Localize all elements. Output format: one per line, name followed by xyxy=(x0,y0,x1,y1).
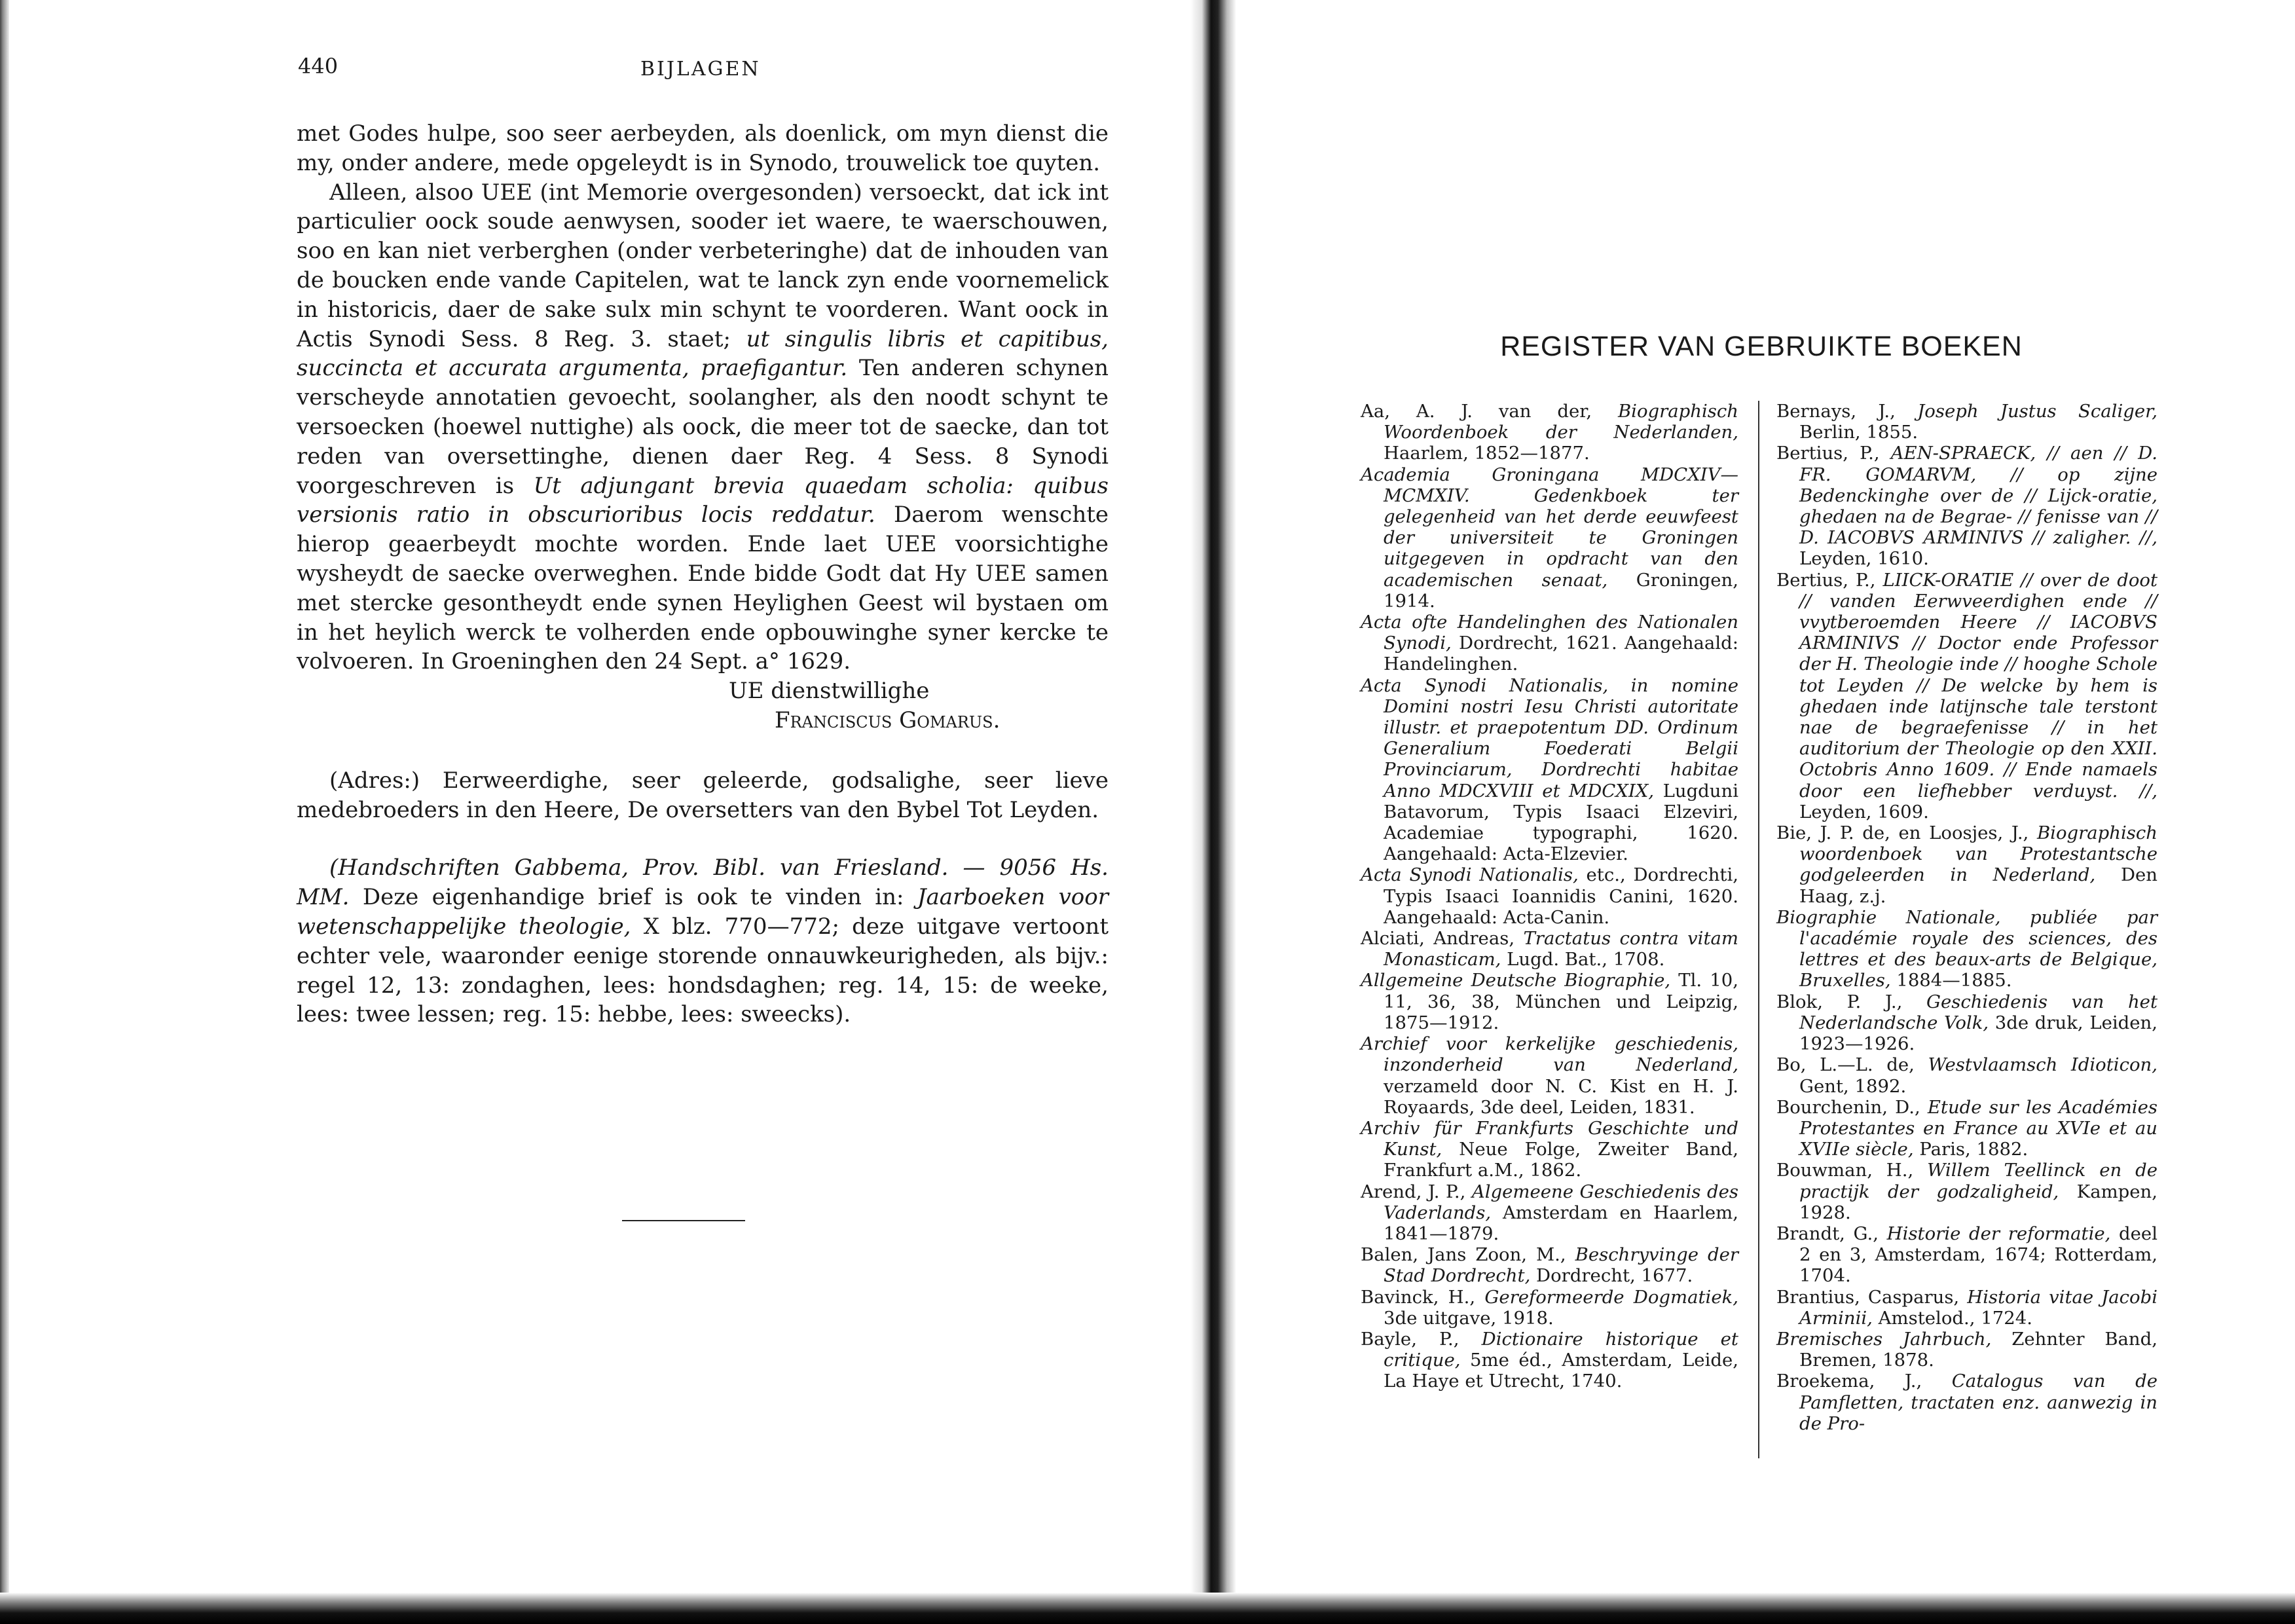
book-gutter xyxy=(1190,0,1236,1624)
entry-rest: Dordrecht, 1677. xyxy=(1530,1265,1693,1287)
entry-rest: Zehnter Band, Bremen, 1878. xyxy=(1799,1328,2157,1371)
entry-author: Bavinck, H., xyxy=(1361,1286,1485,1308)
entry-title: LIICK-ORATIE // over de doot // vanden Eerwveerdighen ende // vvytberoemden Heere // IACOBVS ARMINIVS // Doctor ende Professor der H. Theologie inde // hooghe Schole tot Leyden // De welcke by hem is ghedaen inde latijnsche tale terstont nae de begraefenisse // in het auditorium der Theologie op den XXII. Octobris Anno 1609. // Ende namaels door een liefhebber verduyst. //, xyxy=(1799,569,2158,802)
entry-title: Willem Teellinck en de practijk der godzaligheid, xyxy=(1799,1160,2157,1202)
entry-author: Bourchenin, D., xyxy=(1776,1096,1928,1118)
register-entry xyxy=(1776,1287,2157,1329)
entry-title: Biographisch woordenboek van Protestantsche godgeleerden in Nederland, xyxy=(1799,822,2157,886)
entry-rest: Groningen, 1914. xyxy=(1384,569,1738,612)
entry-author: Bernays, J., xyxy=(1776,401,1918,422)
entry-title: Archief voor kerkelijke geschiedenis, inzonderheid van Nederland, xyxy=(1361,1033,1738,1076)
entry-title: Algemeene Geschiedenis des Vaderlands, xyxy=(1384,1181,1739,1223)
entry-title: Acta ofte Handelinghen des Nationalen Synodi, xyxy=(1361,612,1738,654)
section-end-rule xyxy=(622,1220,745,1221)
register-entry xyxy=(1776,1329,2157,1371)
entry-rest: Leyden, 1610. xyxy=(1799,548,1929,570)
entry-title: Gereformeerde Dogmatiek, xyxy=(1484,1286,1738,1308)
entry-rest: Paris, 1882. xyxy=(1913,1139,2029,1160)
register-entry xyxy=(1361,1181,1738,1245)
entry-title: Tractatus contra vitam Monasticam, xyxy=(1384,928,1738,970)
address-paragraph: (Adres:) Eerweerdighe, seer geleerde, godsalighe, seer lieve medebroeders in den Heere, De oversetters van den Bybel Tot Leyden. xyxy=(297,767,1109,823)
entry-rest: deel 2 en 3, Amsterdam, 1674; Rotterdam, 1704. xyxy=(1799,1223,2158,1287)
register-entry xyxy=(1361,1033,1738,1118)
entry-title: Allgemeine Deutsche Biographie, xyxy=(1361,970,1671,991)
entry-author: Bo, L.—L. de, xyxy=(1776,1054,1928,1076)
entry-rest: Den Haag, z.j. xyxy=(1799,864,2157,907)
paragraph-2 xyxy=(297,178,1109,677)
register-entry xyxy=(1776,991,2157,1055)
entry-title: Joseph Justus Scaliger, xyxy=(1917,401,2157,422)
entry-rest: Gent, 1892. xyxy=(1799,1075,1907,1097)
register-entry xyxy=(1776,1223,2157,1287)
register-entry xyxy=(1361,401,1738,464)
source-note-journal: Jaarboeken voor wetenschappelijke theologie, xyxy=(297,884,1109,940)
entry-title: Dictionaire historique et critique, xyxy=(1384,1328,1738,1371)
entry-title: Bremisches Jahrbuch, xyxy=(1776,1328,1992,1350)
signature: Franciscus Gomarus. xyxy=(775,707,1001,733)
letter-body xyxy=(297,119,1109,1029)
entry-rest: Lugduni Batavorum, Typis Isaaci Elzeviri, Academiae typographi, 1620. Aangehaald: Acta-Elzevier. xyxy=(1384,780,1738,865)
register-entry xyxy=(1776,443,2157,569)
register-entry xyxy=(1776,822,2157,907)
entry-rest: verzameld door N. C. Kist en H. J. Royaards, 3de deel, Leiden, 1831. xyxy=(1384,1075,1738,1118)
entry-author: Bayle, P., xyxy=(1361,1328,1482,1350)
entry-author: Brandt, G., xyxy=(1776,1223,1887,1244)
entry-author: Bie, J. P. de, en Loosjes, J., xyxy=(1776,822,2037,844)
register-entry xyxy=(1776,1371,2157,1434)
entry-author: Bouwman, H., xyxy=(1776,1160,1928,1181)
entry-title: Academia Groningana MDCXIV—MCMXIV. Gedenkboek ter gelegenheid van het derde eeuwfeest der universiteit te Groningen uitgegeven in opdracht van den academischen senaat, xyxy=(1361,464,1738,591)
register-column-left xyxy=(1361,401,1738,1392)
register-entry xyxy=(1361,612,1738,675)
source-note-text-1: Deze eigenhandige brief is ook te vinden in: xyxy=(362,884,904,911)
register-entry xyxy=(1361,928,1738,970)
register-entry xyxy=(1361,1287,1738,1329)
register-entry xyxy=(1361,864,1738,928)
entry-author: Aa, A. J. van der, xyxy=(1361,401,1618,422)
register-entry xyxy=(1776,907,2157,991)
paragraph-2-part-1: Alleen, alsoo UEE (int Memorie overgesonden) versoeckt, dat ick int particulier oock soude aenwysen, sooder iet waere, te waerschouwen, soo en kan niet verberghen (onder verbeteringhe) dat de inhouden van de boucken ende vande Capitelen, wat te lanck zyn ende voornemelick in historicis, daer de sake sulx min schynt te voorderen. Want oock in Actis Synodi Sess. 8 Reg. 3. staet; xyxy=(297,179,1109,352)
entry-title: Geschiedenis van het Nederlandsche Volk, xyxy=(1799,991,2158,1033)
register-entry xyxy=(1776,1160,2157,1223)
entry-rest: 3de druk, Leiden, 1923—1926. xyxy=(1799,1012,2157,1055)
entry-rest: etc., Dordrechti, Typis Isaaci Ioannidis Canini, 1620. Aangehaald: Acta-Canin. xyxy=(1384,864,1738,928)
entry-rest: Amstelod., 1724. xyxy=(1872,1307,2032,1329)
register-entry xyxy=(1776,1097,2157,1160)
entry-rest: 3de uitgave, 1918. xyxy=(1384,1307,1554,1329)
entry-rest: Lugd. Bat., 1708. xyxy=(1501,949,1665,970)
entry-author: Bertius, P., xyxy=(1776,443,1891,464)
source-note-reference: (Handschriften Gabbema, Prov. Bibl. van Friesland. — 9056 Hs. MM. xyxy=(297,855,1109,911)
register-column-right xyxy=(1776,401,2157,1434)
source-note-text-2: X blz. 770—772; deze uitgave vertoont echter vele, waaronder eenige storende onnauwkeurigheden, als bijv.: regel 12, 13: zondaghen, lees: hondsdaghen; reg. 14, 15: de weeke, lees: twee lessen; reg. 15: hebbe, lees: sweecks). xyxy=(297,913,1109,1028)
entry-author: Blok, P. J., xyxy=(1776,991,1926,1012)
entry-title: Biographisch Woordenboek der Nederlanden, xyxy=(1384,401,1738,443)
entry-title: Acta Synodi Nationalis, in nomine Domini nostri Iesu Christi autoritate illustr. et praepotentum DD. Ordinum Generalium Foederati Belgii Provinciarum, Dordrechti habitae Anno MDCXVIII et MDCXIX, xyxy=(1361,674,1738,802)
paragraph-1: met Godes hulpe, soo seer aerbeyden, als doenlick, om myn dienst die my, onder andere, mede opgeleydt is in Synodo, trouwelick toe quyten. xyxy=(297,120,1109,176)
entry-title: Biographie Nationale, publiée par l'académie royale des sciences, des lettres et des beaux-arts de Belgique, Bruxelles, xyxy=(1776,906,2157,991)
entry-title: Beschryvinge der Stad Dordrecht, xyxy=(1384,1244,1739,1287)
entry-author: Alciati, Andreas, xyxy=(1361,928,1524,950)
latin-quote-2: Ut adjungant brevia quaedam scholia: quibus versionis ratio in obscurioribus locis reddatur. xyxy=(297,472,1109,528)
entry-title: AEN-SPRAECK, // aen // D. FR. GOMARVM, // op zijne Bedenckinghe over de // Lijck-oratie, ghedaen na de Begrae- // fenisse van // D. IACOBVS ARMINIVS // zaligher. //, xyxy=(1799,443,2157,549)
register-entry xyxy=(1361,675,1738,865)
entry-rest: Tl. 10, 11, 36, 38, München und Leipzig, 1875—1912. xyxy=(1384,970,1738,1033)
register-entry xyxy=(1361,970,1738,1033)
entry-author: Broekema, J., xyxy=(1776,1371,1952,1392)
entry-author: Brantius, Casparus, xyxy=(1776,1286,1968,1308)
entry-title: Etude sur les Académies Protestantes en France au XVIe et au XVIIe siècle, xyxy=(1799,1096,2157,1160)
entry-author: Bertius, P., xyxy=(1776,569,1883,591)
register-title: REGISTER VAN GEBRUIKTE BOEKEN xyxy=(1500,331,2023,362)
source-note xyxy=(297,853,1109,1029)
entry-title: Acta Synodi Nationalis, xyxy=(1361,864,1579,886)
entry-author: Arend, J. P., xyxy=(1361,1181,1472,1202)
entry-rest: 5me éd., Amsterdam, Leide, La Haye et Utrecht, 1740. xyxy=(1384,1350,1738,1392)
latin-quote-1: ut singulis libris et capitibus, succincta et accurata argumenta, praefigantur. xyxy=(297,325,1109,382)
closing-salutation: UE dienstwillighe xyxy=(729,678,930,705)
entry-author: Balen, Jans Zoon, M., xyxy=(1361,1244,1575,1266)
entry-rest: Leyden, 1609. xyxy=(1799,801,1929,822)
entry-title: Archiv für Frankfurts Geschichte und Kunst, xyxy=(1361,1117,1738,1160)
entry-rest: Haarlem, 1852—1877. xyxy=(1384,443,1590,464)
entry-title: Historie der reformatie, xyxy=(1886,1223,2111,1244)
register-entry xyxy=(1361,1118,1738,1181)
register-entry xyxy=(1361,1329,1738,1392)
paragraph-2-part-3: Daerom wenschte hierop geaerbeydt mochte worden. Ende laet UEE voorsichtighe wysheydt de saecke overweghen. Ende bidde Godt dat Hy UEE samen met stercke gesontheydt ende synen Heylighen Geest wil bystaen om in het heylich werck te volherden ende opbouwinghe syner kercke te volvoeren. In Groeninghen den 24 Sept. a° 1629. xyxy=(297,502,1109,675)
page-number: 440 xyxy=(298,54,339,79)
entry-rest: Neue Folge, Zweiter Band, Frankfurt a.M., 1862. xyxy=(1384,1139,1738,1181)
entry-rest: 1884—1885. xyxy=(1890,970,2012,991)
register-entry xyxy=(1776,1054,2157,1096)
paragraph-2-part-2: Ten anderen schynen verscheyde annotatien gevoecht, soolangher, als den noodt schynt te versoecken (hoewel nuttighe) als oock, die meer tot de saecke, dan tot reden van oversettinghe, dienen daer Reg. 4 Sess. 8 Synodi voorgeschreven is xyxy=(297,355,1109,499)
register-entry xyxy=(1776,401,2157,443)
entry-rest: Amsterdam en Haarlem, 1841—1879. xyxy=(1384,1202,1738,1244)
entry-title: Westvlaamsch Idioticon, xyxy=(1928,1054,2157,1076)
running-head: BIJLAGEN xyxy=(640,58,761,81)
entry-rest: Kampen, 1928. xyxy=(1799,1181,2158,1223)
entry-rest: Berlin, 1855. xyxy=(1799,422,1919,443)
column-divider xyxy=(1758,401,1759,1458)
entry-title: Catalogus van de Pamfletten, tractaten enz. aanwezig in de Pro- xyxy=(1799,1371,2157,1434)
register-entry xyxy=(1776,570,2157,822)
register-entry xyxy=(1361,1244,1738,1286)
entry-rest: Dordrecht, 1621. Aangehaald: Handelinghen. xyxy=(1384,633,1738,675)
register-entry xyxy=(1361,464,1738,612)
entry-title: Historia vitae Jacobi Arminii, xyxy=(1799,1286,2157,1329)
